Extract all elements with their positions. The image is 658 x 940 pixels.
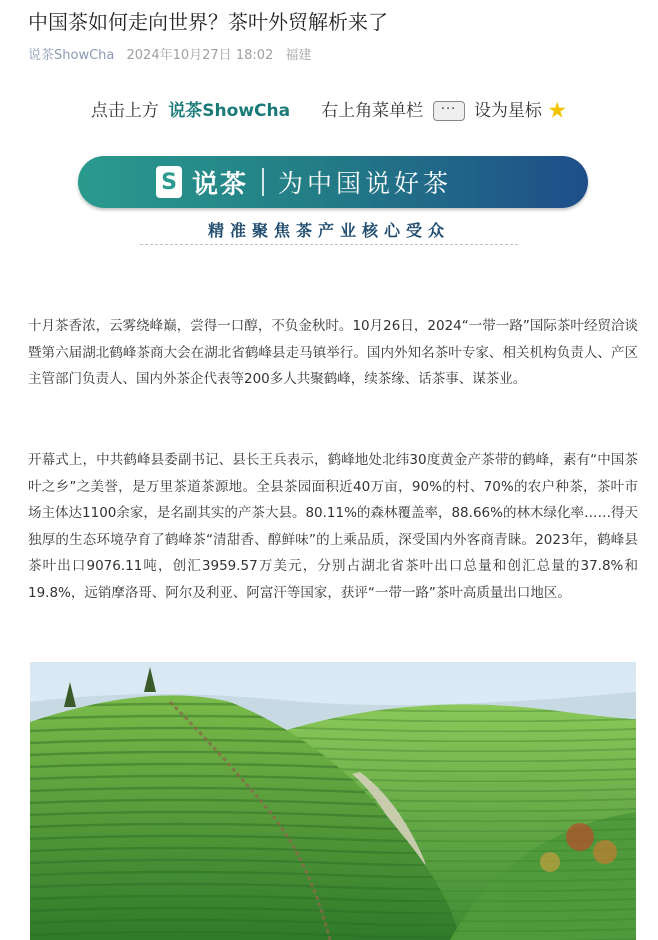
account-name-link[interactable]: 说茶ShowCha (28, 48, 115, 63)
follow-prompt (0, 96, 658, 124)
brand-banner (78, 156, 588, 208)
banner-brand-name: 说茶 (192, 169, 249, 200)
brand-logo-icon: S (156, 166, 182, 198)
follow-suffix: 设为星标 (473, 101, 542, 121)
banner-slogan: 为中国说好茶 (278, 169, 453, 198)
article-title: 中国茶如何走向世界？茶叶外贸解析来了 (28, 10, 388, 34)
subslogan-divider (140, 244, 518, 245)
article-meta (28, 44, 319, 63)
banner-divider (262, 168, 264, 196)
article-paragraph-2: 开幕式上，中共鹤峰县委副书记、县长王兵表示，鹤峰地处北纬30度黄金产茶带的鹤峰，素有“中国茶叶之乡”之美誉，是万里茶道茶源地。全县茶园面积近40万亩，90%的村、70%的农户种茶，茶叶市场主体达1100余家，是名副其实的产茶大县。80.11%的森林覆盖率，88.66%的林木绿化率……得天独厚的生态环境孕育了鹤峰茶“清甜香、醇鲜味”的上乘品质，深受国内外客商青睐。2023年，鹤峰县茶叶出口9076.11吨，创汇3959.57万美元，分别占湖北省茶叶出口总量和创汇总量的37.8%和19.8%，远销摩洛哥、阿尔及利亚、阿富汗等国家，获评“一带一路”茶叶高质量出口地区。 (28, 452, 638, 601)
star-icon: ★ (547, 98, 568, 124)
banner-subslogan: 精准聚焦茶产业核心受众 (207, 221, 450, 240)
menu-dots-icon: ··· (433, 101, 465, 121)
publish-datetime: 2024年10月27日 18:02 (126, 48, 274, 63)
tea-plantation-photo (30, 662, 636, 940)
publish-location: 福建 (285, 48, 312, 63)
follow-brand-link[interactable]: 说茶ShowCha (168, 101, 291, 121)
article-paragraph-1: 十月茶香浓，云雾绕峰巅，尝得一口醇，不负金秋时。10月26日，2024“一带一路”国际茶叶经贸洽谈暨第六届湖北鹤峰茶商大会在湖北省鹤峰县走马镇举行。国内外知名茶叶专家、相关机构负责人、产区主管部门负责人、国内外茶企代表等200多人共聚鹤峰，续茶缘、话茶事、谋茶业。 (28, 318, 638, 387)
follow-middle: 右上角菜单栏 (321, 101, 424, 121)
follow-prefix: 点击上方 (90, 101, 159, 121)
